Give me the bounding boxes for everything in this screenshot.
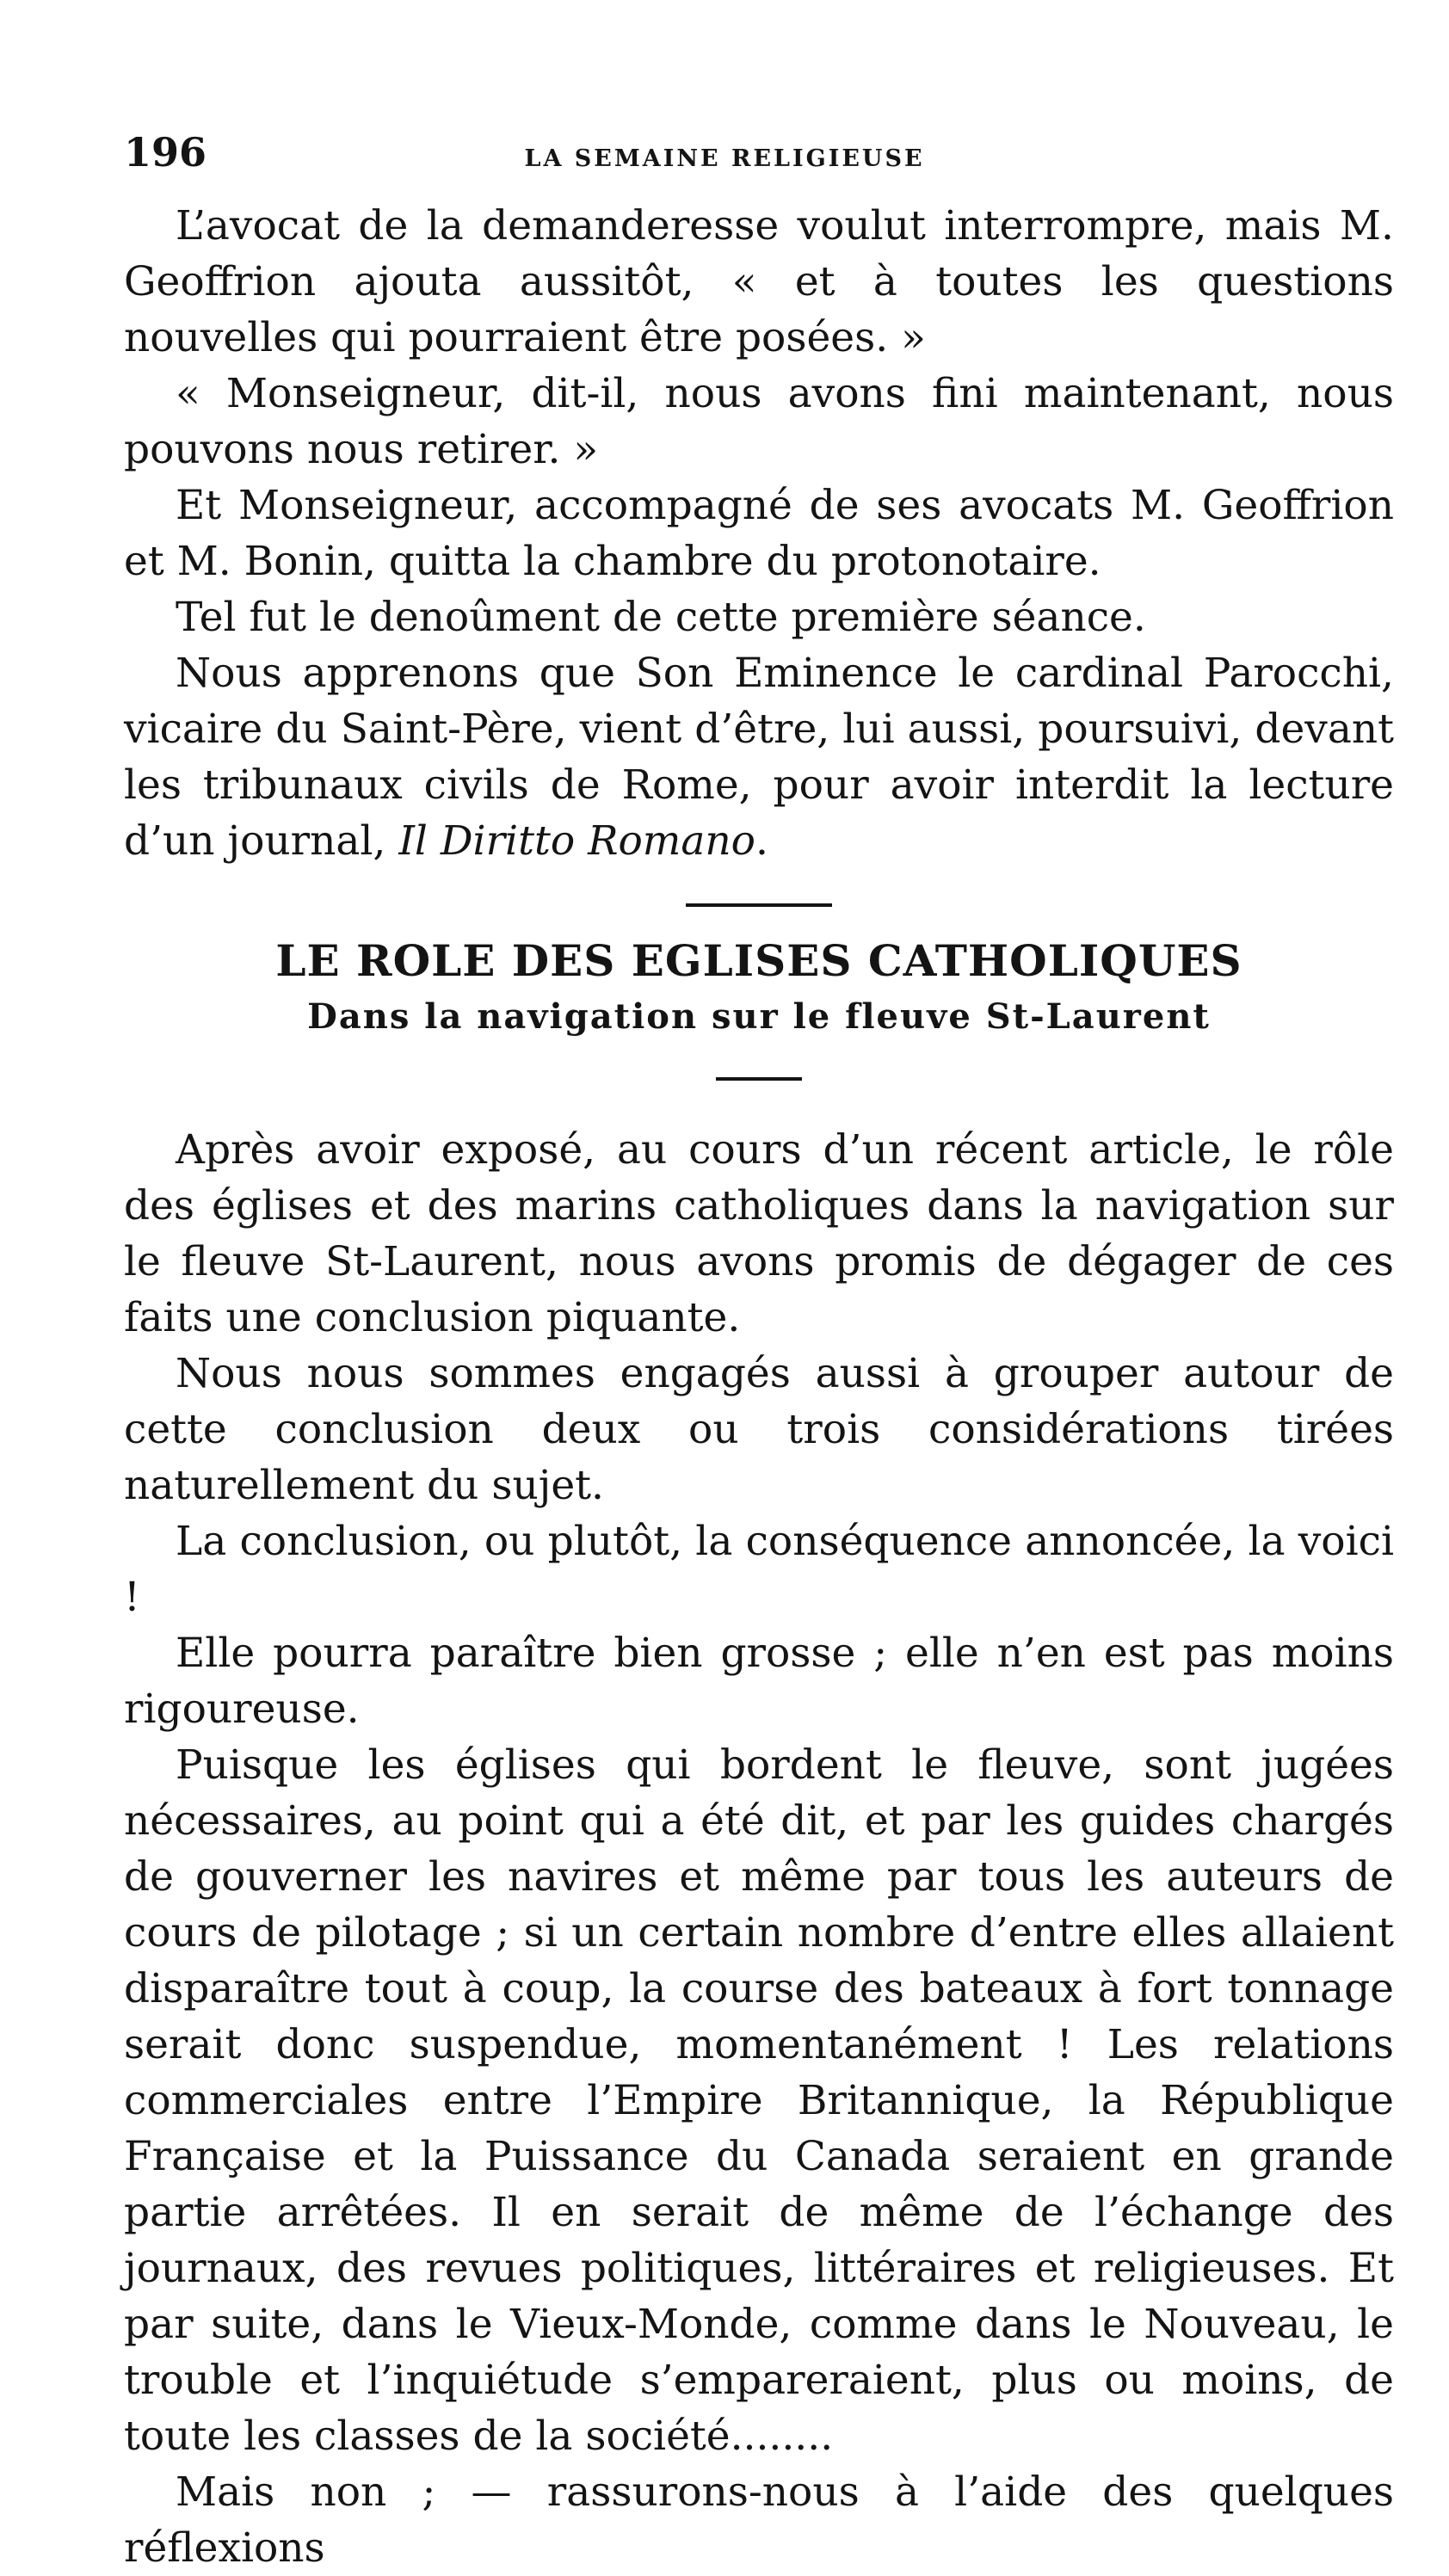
journal-title: Il Diritto Romano [398,817,755,865]
paragraph: Mais non ; — rassurons-nous à l’aide des quelques réflexions [124,2468,1394,2572]
page-number: 196 [124,129,207,176]
paragraph-text-end: . [755,817,768,865]
section-subtitle: Dans la navigation sur le fleuve St-Laurent [307,996,1211,1037]
paragraph: Après avoir exposé, au cours d’un récent article, le rôle des églises et des marins catholiques dans la navigation sur le fleuve St-Laurent, nous avons promis de dégager de ces faits une conclusion piquante. [124,1126,1394,1341]
paragraph: L’avocat de la demanderesse voulut interrompre, mais M. Geoffrion ajouta aussitôt, « et à toutes les questions nouvelles qui pourraient être posées. » [124,202,1394,361]
paragraph: Elle pourra paraître bien grosse ; elle n’en est pas moins rigoureuse. [124,1630,1394,1733]
section-title: LE ROLE DES EGLISES CATHOLIQUES [275,935,1242,986]
paragraph: Nous nous sommes engagés aussi à grouper autour de cette conclusion deux ou trois considérations tirées naturellement du sujet. [124,1350,1394,1509]
article-body-top [124,198,1394,869]
paragraph: Tel fut le denoûment de cette première séance. [176,594,1146,641]
section-divider [686,903,832,907]
paragraph: « Monseigneur, dit-il, nous avons fini maintenant, nous pouvons nous retirer. » [124,370,1394,473]
article-body-bottom [124,1122,1394,2576]
paragraph-text: Nous apprenons que Son Eminence le cardinal Parocchi, vicaire du Saint-Père, vient d’être, lui aussi, poursuivi, devant les tribunaux civils de Rome, pour avoir interdit la lecture d’un journal, [124,650,1394,865]
running-title: LA SEMAINE RELIGIEUSE [524,145,925,172]
paragraph: Puisque les églises qui bordent le fleuve, sont jugées nécessaires, au point qui a été dit, et par les guides chargés de gouverner les navires et même par tous les auteurs de cours de pilotage ; si un certain nombre d’entre elles allaient disparaître tout à coup, la course des bateaux à fort tonnage serait donc suspendue, momentanément ! Les relations commerciales entre l’Empire Britannique, la République Française et la Puissance du Canada seraient en grande partie arrêtées. Il en serait de même de l’échange des journaux, des revues politiques, littéraires et religieuses. Et par suite, dans le Vieux-Monde, comme dans le Nouveau, le trouble et l’inquiétude s’empareraient, plus ou moins, de toute les classes de la société........ [124,1741,1394,2460]
subtitle-divider [716,1077,802,1081]
paragraph: Et Monseigneur, accompagné de ses avocats M. Geoffrion et M. Bonin, quitta la chambre du protonotaire. [124,482,1394,585]
paragraph [124,645,1394,869]
paragraph: La conclusion, ou plutôt, la conséquence annoncée, la voici ! [124,1518,1394,1621]
running-head [124,129,1394,198]
